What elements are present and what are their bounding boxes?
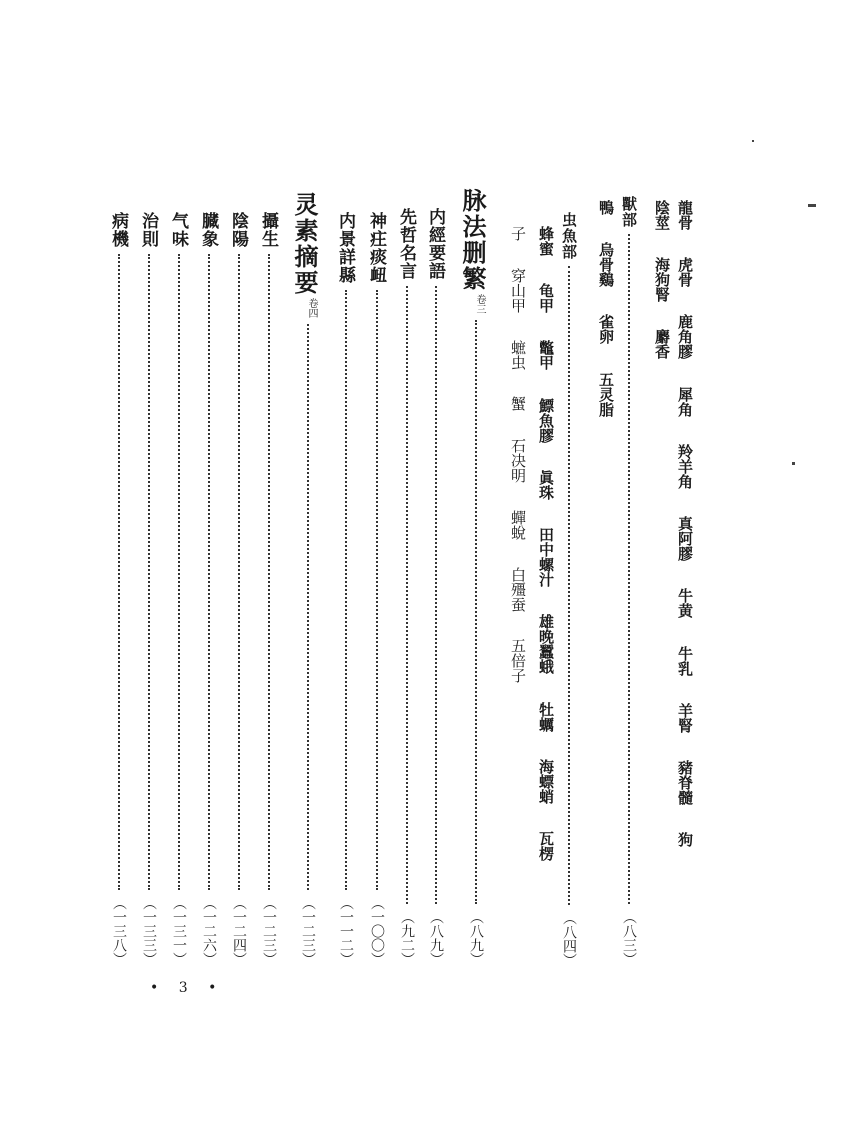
- page-ref: （一三一）: [171, 896, 187, 966]
- item: 蜂蜜: [537, 226, 555, 256]
- item: 蟹: [509, 396, 527, 412]
- section-title: 虫魚部: [560, 212, 578, 260]
- page-ref: （一二三）: [261, 896, 277, 966]
- leader-dots: [376, 290, 378, 890]
- leader-dots: [268, 254, 270, 890]
- toc-entry-maifa: [459, 188, 485, 966]
- item: 真阿膠: [676, 516, 694, 562]
- shoubu-items-col2: [652, 200, 672, 381]
- scan-speck: [808, 204, 816, 207]
- item: 烏骨鷄: [597, 242, 615, 288]
- entry-title: 陰陽: [228, 212, 248, 248]
- item: 海狗腎: [653, 257, 671, 303]
- toc-entry-qiwei: [168, 212, 188, 966]
- entry-title: 神㽵痰衄: [366, 212, 386, 284]
- page-ref: （一三八）: [111, 896, 127, 966]
- page-ref: （一二三）: [300, 896, 316, 966]
- page-ref: （一二四）: [231, 896, 247, 966]
- item: 海螵蛸: [537, 758, 555, 804]
- volume-note: 卷四: [306, 298, 317, 318]
- entry-title: 内景詳縣: [335, 212, 355, 284]
- section-title: 獸部: [620, 196, 638, 228]
- item: 羊腎: [676, 702, 694, 733]
- item: 蟅虫: [509, 339, 527, 370]
- scan-speck: [752, 140, 754, 142]
- leader-dots: [435, 286, 437, 904]
- item: 龍骨: [676, 200, 694, 230]
- item: 雄晚蠶蛾: [537, 614, 555, 675]
- toc-entry-chongyubu: [560, 212, 578, 967]
- entry-title: 先哲名言: [396, 208, 416, 280]
- item: 眞珠: [537, 469, 555, 500]
- leader-dots: [148, 254, 150, 890]
- entry-title: 内經要語: [425, 208, 445, 280]
- page-ref: （一二六）: [201, 896, 217, 966]
- toc-entry-neijingxiang: [335, 212, 355, 966]
- toc-entry-zhize: [138, 212, 158, 966]
- item: 雀卵: [597, 314, 615, 345]
- toc-entry-bingji: [108, 212, 128, 966]
- item: 龟甲: [537, 283, 555, 314]
- volume-note: 卷三: [474, 294, 485, 314]
- chongyu-items-col1: [536, 226, 556, 883]
- entry-title: 气味: [168, 212, 188, 248]
- toc-entry-shesheng: [258, 212, 278, 966]
- page-ref: （九二）: [399, 910, 415, 966]
- item: 羚羊角: [676, 443, 694, 489]
- item: 瓦楞: [537, 831, 555, 862]
- item: 鰾魚膠: [537, 397, 555, 443]
- item: 牡蠣: [537, 701, 555, 732]
- chapter-title: 灵素摘要: [290, 192, 319, 296]
- toc-entry-shoubu: [620, 196, 638, 966]
- leader-dots: [568, 266, 570, 905]
- leader-dots: [238, 254, 240, 890]
- item: 五倍子: [509, 638, 527, 684]
- leader-dots: [345, 290, 347, 890]
- leader-dots: [208, 254, 210, 890]
- entry-title: 攝生: [258, 212, 278, 248]
- toc-entry-shendian: [366, 212, 386, 966]
- leader-dots: [628, 234, 630, 904]
- leader-dots: [118, 254, 120, 890]
- item: 豬脊髓: [676, 760, 694, 806]
- leader-dots: [475, 320, 477, 904]
- item: 牛乳: [676, 645, 694, 676]
- item: 五灵脂: [597, 371, 615, 417]
- item: 犀角: [676, 386, 694, 417]
- page-ref: （一三三）: [141, 896, 157, 966]
- item: 狗: [676, 832, 694, 848]
- page-ref: （一〇〇）: [369, 896, 385, 966]
- item: 田中螺汁: [537, 527, 555, 588]
- page-ref: （八四）: [561, 911, 577, 967]
- toc-entry-lingsu: [291, 192, 317, 966]
- item: 子: [509, 226, 527, 241]
- leader-dots: [307, 324, 309, 890]
- toc-entry-yinyang: [228, 212, 248, 966]
- item: 虎骨: [676, 257, 694, 288]
- qin-items: [596, 200, 616, 439]
- leader-dots: [178, 254, 180, 890]
- toc-entry-neijing: [425, 208, 445, 966]
- toc-entry-zangxiang: [198, 212, 218, 966]
- item: 蟬蛻: [509, 509, 527, 540]
- item: 石决明: [509, 438, 527, 484]
- item: 穿山甲: [509, 267, 527, 313]
- item: 白殭蚕: [509, 566, 527, 612]
- shoubu-items-col1: [675, 200, 695, 869]
- chongyu-items-col2: [508, 226, 528, 705]
- page-number: • 3 •: [150, 980, 225, 996]
- entry-title: 治則: [138, 212, 158, 248]
- chapter-title: 脉法删繁: [458, 188, 487, 292]
- page-ref: （八九）: [468, 910, 484, 966]
- entry-title: 病機: [108, 212, 128, 248]
- entry-title: 臓象: [198, 212, 218, 248]
- item: 鴨: [597, 200, 615, 215]
- page-ref: （八三）: [621, 910, 637, 966]
- item: 鹿角膠: [676, 314, 694, 360]
- leader-dots: [406, 286, 408, 904]
- item: 麝香: [653, 329, 671, 360]
- page-ref: （八九）: [428, 910, 444, 966]
- page-ref: （一一二）: [338, 896, 354, 966]
- item: 牛黄: [676, 588, 694, 619]
- scan-speck: [792, 462, 795, 465]
- item: 鼈甲: [537, 340, 555, 371]
- toc-entry-xianzhe: [396, 208, 416, 966]
- item: 陰莖: [653, 200, 671, 230]
